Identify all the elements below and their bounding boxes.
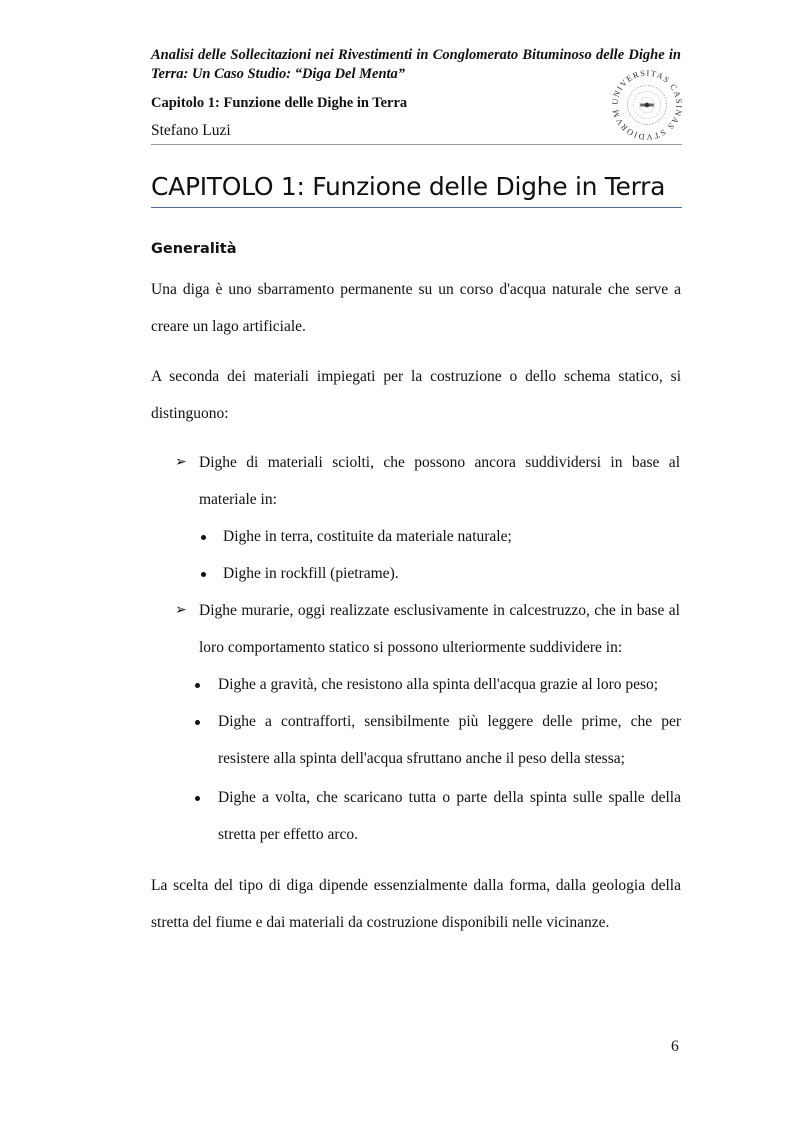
section-heading: Generalità	[151, 241, 237, 257]
paragraph-intro: Una diga è uno sbarramento permanente su un corso d'acqua naturale che serve a creare un lago artificiale.	[151, 281, 681, 335]
list-subitem-gravity-dams: Dighe a gravità, che resistono alla spinta dell'acqua grazie al loro peso;	[218, 676, 659, 693]
paragraph-conclusion: La scelta del tipo di diga dipende essenzialmente dalla forma, dalla geologia della stretta del fiume e dai materiali da costruzione disponibili nelle vicinanze.	[151, 877, 681, 931]
list-subitem-buttress-dams: Dighe a contrafforti, sensibilmente più leggere delle prime, che per resistere alla spinta dell'acqua sfruttano anche il peso della stessa;	[218, 713, 681, 767]
list-subitem-earth-dams: Dighe in terra, costituite da materiale naturale;	[223, 528, 512, 545]
seal-lettering: UNIVERSITAS CASINAS STVDIORVM	[610, 68, 684, 142]
list-subitem-arch-dams: Dighe a volta, che scaricano tutta o parte della spinta sulle spalle della stretta per effetto arco.	[218, 789, 681, 843]
list-item-loose-material-dams: Dighe di materiali sciolti, che possono ancora suddividersi in base al materiale in:	[199, 454, 680, 508]
chapter-heading: CAPITOLO 1: Funzione delle Dighe in Terra	[151, 172, 666, 201]
list-subitem-rockfill-dams: Dighe in rockfill (pietrame).	[223, 565, 399, 582]
header-chapter: Capitolo 1: Funzione delle Dighe in Terra	[151, 95, 408, 111]
header-document-title: Analisi delle Sollecitazioni nei Rivestimenti in Conglomerato Bituminoso delle Dighe in Terra: Un Caso Studio: “Diga Del Menta”	[151, 47, 681, 82]
page-number: 6	[671, 1038, 679, 1055]
list-item-masonry-dams: Dighe murarie, oggi realizzate esclusivamente in calcestruzzo, che in base al loro comportamento statico si possono ulteriormente suddividere in:	[199, 602, 680, 656]
bullet-icon	[195, 683, 200, 688]
chapter-heading-underline	[151, 207, 682, 208]
arrow-bullet-icon: ➢	[175, 455, 187, 470]
bullet-icon	[195, 720, 200, 725]
header-divider	[151, 144, 682, 145]
bullet-icon	[201, 572, 206, 577]
bullet-icon	[195, 796, 200, 801]
header-author: Stefano Luzi	[151, 122, 231, 139]
university-seal-logo	[608, 66, 686, 144]
arrow-bullet-icon: ➢	[175, 603, 187, 618]
bullet-icon	[201, 535, 206, 540]
paragraph-classification: A seconda dei materiali impiegati per la costruzione o dello schema statico, si distinguono:	[151, 368, 681, 422]
